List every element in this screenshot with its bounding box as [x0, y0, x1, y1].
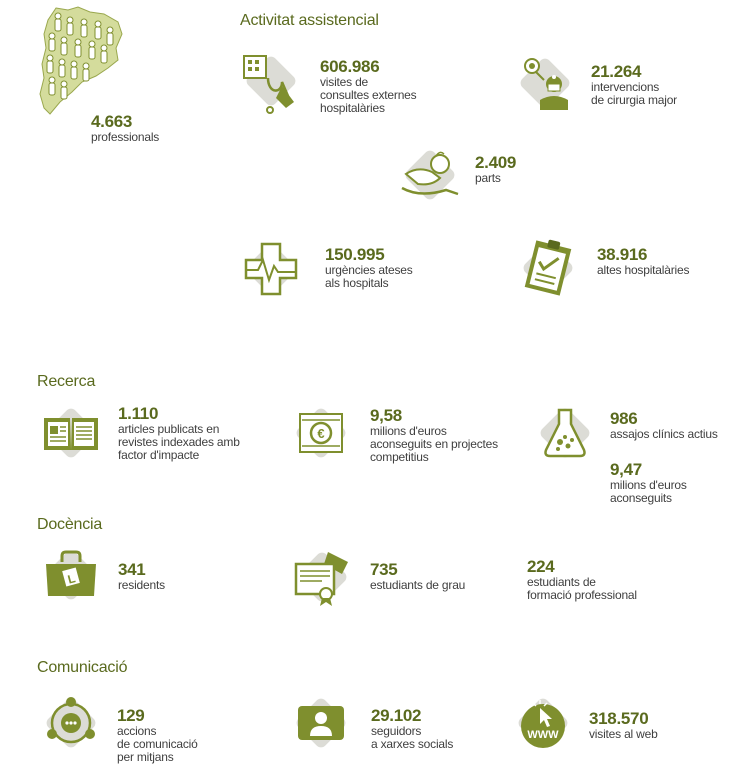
diploma-icon [288, 544, 356, 610]
svg-text:€: € [317, 426, 325, 441]
stat-intervencions [591, 62, 677, 107]
stat-label-line: visites de [320, 75, 369, 89]
stat-number: 129 [117, 706, 145, 725]
briefcase-icon [38, 542, 104, 608]
stat-accions-comunicacio [117, 706, 198, 764]
stat-label-line: aconseguits en projectes [370, 437, 498, 451]
section-title-docencia: Docència [37, 516, 103, 533]
stat-label-line: estudiants de grau [370, 578, 466, 592]
stat-number: 150.995 [325, 245, 385, 264]
stat-label-line: milions d'euros [610, 478, 687, 492]
catalonia-map-professionals-icon [38, 4, 126, 116]
stat-professionals [91, 112, 159, 144]
stat-label-line: intervencions [591, 80, 660, 94]
stat-label-line: competitius [370, 450, 429, 464]
stat-seguidors [371, 706, 453, 751]
chat-network-icon [38, 690, 104, 756]
stat-number: 21.264 [591, 62, 642, 81]
stat-label-line: per mitjans [117, 750, 174, 764]
stat-label-line: milions d'euros [370, 424, 447, 438]
stat-number: 986 [610, 409, 638, 428]
stat-residents [118, 560, 165, 592]
stat-label-line: visites al web [589, 727, 658, 741]
stat-visites-consultes [320, 57, 416, 115]
clipboard-check-icon [514, 234, 582, 302]
stat-label-line: a xarxes socials [371, 737, 454, 751]
stat-number: 1.110 [118, 404, 159, 423]
open-book-icon [38, 400, 104, 466]
stat-label-line: als hospitals [325, 276, 389, 290]
stat-label-line: urgències ateses [325, 263, 413, 277]
svg-text:WWW: WWW [527, 729, 559, 741]
stat-number: 4.663 [91, 112, 133, 131]
stat-label-line: accions [117, 724, 157, 738]
stat-number: 318.570 [589, 709, 649, 728]
stat-label-line: seguidors [371, 724, 422, 738]
stat-number: 9,58 [370, 406, 402, 425]
stat-number: 341 [118, 560, 146, 579]
emergency-cross-icon [238, 236, 304, 302]
section-title-comunicacio: Comunicació [37, 659, 128, 676]
stat-milions-assajos [610, 460, 687, 505]
stat-label-line: assajos clínics actius [610, 427, 718, 441]
stat-label-line: hospitalàries [320, 101, 385, 115]
stat-label-line: de comunicació [117, 737, 198, 751]
stat-label-line: parts [475, 171, 501, 185]
www-cursor-icon [510, 690, 576, 756]
hospital-stethoscope-icon [238, 48, 304, 114]
stat-number: 38.916 [597, 245, 648, 264]
stat-altes [597, 245, 689, 277]
stat-label-line: articles publicats en [118, 422, 220, 436]
stat-label: professionals [91, 130, 160, 144]
stat-urgencies [325, 245, 413, 290]
stat-label-line: revistes indexades amb [118, 435, 240, 449]
stat-number: 29.102 [371, 706, 422, 725]
stat-number: 2.409 [475, 153, 517, 172]
stat-estudiants-grau [370, 560, 465, 592]
stat-label-line: factor d'impacte [118, 448, 200, 462]
stat-number: 224 [527, 557, 555, 576]
stat-visites-web [589, 709, 658, 741]
stat-label-line: estudiants de [527, 575, 596, 589]
stat-number: 735 [370, 560, 398, 579]
section-title-activitat: Activitat assistencial [240, 12, 379, 29]
stat-label-line: de cirurgia major [591, 93, 677, 107]
user-profile-icon [288, 690, 354, 756]
flask-icon [532, 400, 598, 466]
stat-label-line: residents [118, 578, 165, 592]
stat-parts [475, 153, 516, 185]
stat-assajos [610, 409, 718, 441]
stat-milions-projectes [370, 406, 498, 464]
svg-text:L: L [66, 571, 77, 587]
stat-number: 606.986 [320, 57, 380, 76]
euro-document-icon [288, 400, 354, 466]
stat-label-line: altes hospitalàries [597, 263, 690, 277]
surgeon-icon [512, 50, 578, 116]
newborn-baby-icon [396, 142, 464, 208]
stat-label-line: consultes externes [320, 88, 417, 102]
stat-label-line: formació professional [527, 588, 637, 602]
stat-articles [118, 404, 240, 462]
section-title-recerca: Recerca [37, 373, 96, 390]
stat-number: 9,47 [610, 460, 642, 479]
stat-label-line: aconseguits [610, 491, 672, 505]
stat-estudiants-fp [527, 557, 637, 602]
